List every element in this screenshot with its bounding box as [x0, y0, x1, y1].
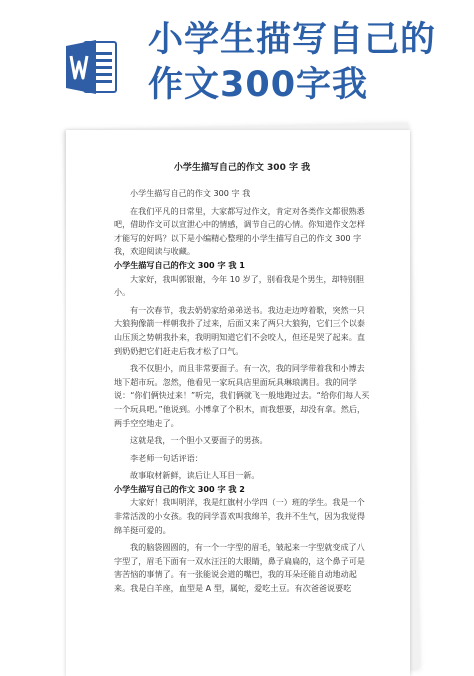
section-paragraph: 我不仅胆小，而且非常要面子。有一次，我的同学带着我和小博去地下超市玩。忽然，他看见一家玩具店里面玩具琳琅满目。我的同学说：“你们俩快过来！”听完，我们俩就飞一般地跑过去。“给你们每人买一个玩具吧。”他说到。小博拿了个积木，而我想要，却没有拿。然后，两手空空地走了。: [114, 363, 370, 428]
section-paragraph: 有一次春节，我去奶奶家给弟弟送书。我边走边哼着歌，突然一只大狼狗像箭一样朝我扑了过来，后面又来了两只大狼狗，它们三个以泰山压顶之势朝我扑来，我明明知道它们不会咬人，但还是哭了起来。直到奶奶把它们赶走后我才松了口气。: [114, 304, 365, 356]
section-heading: 小学生描写自己的作文 300 字 我 2: [114, 483, 245, 494]
page-subtitle: 作文300字我: [148, 65, 369, 105]
section-paragraph: 故事取材新鲜，读后让人耳目一新。: [130, 470, 260, 481]
page-title: 小学生描写自己的: [148, 20, 437, 60]
document-title: 小学生描写自己的作文 300 字 我: [173, 163, 311, 173]
intro-paragraph: 小学生描写自己的作文 300 字 我: [130, 188, 251, 198]
intro-paragraph: 在我们平凡的日常里，大家都写过作文，肯定对各类作文都很熟悉吧，借助作文可以宣泄心中的情感，调节自己的心情。你知道作文怎样才能写的好吗？以下是小编精心整理的小学生描写自己的作文 300 字 我，欢迎阅读与收藏。: [114, 205, 365, 257]
section-paragraph: 我的脑袋圆圆的，有一个一字型的眉毛，皱起来一字型就变成了八字型了，眉毛下面有一双水汪汪的大眼睛，鼻子扁扁的，这个鼻子可是害苦恼的事情了。有一张能说会道的嘴巴，我的耳朵还能自动地动起来。我是白羊座，血型是 A 型，属蛇，爱吃土豆。有次爸爸说要吃: [114, 542, 365, 594]
section-paragraph: 大家好！我叫明洋，我是红旗村小学四（一）班的学生。我是一个非常活泼的小女孩。我的同学喜欢叫我绵羊，我并不生气，因为我觉得绵羊挺可爱的。: [114, 497, 365, 535]
section-paragraph: 大家好，我叫郭银谢，今年 10 岁了，别看我是个男生，却特别胆小。: [114, 273, 364, 298]
section-heading: 小学生描写自己的作文 300 字 我 1: [114, 259, 245, 270]
section-paragraph: 李老师一句话评语：: [130, 452, 203, 463]
document-page: [66, 130, 410, 676]
document-content: [114, 162, 370, 596]
word-icon: [66, 38, 118, 96]
section-paragraph: 这就是我，一个胆小又要面子的男孩。: [130, 435, 268, 446]
document-header: [0, 0, 474, 126]
